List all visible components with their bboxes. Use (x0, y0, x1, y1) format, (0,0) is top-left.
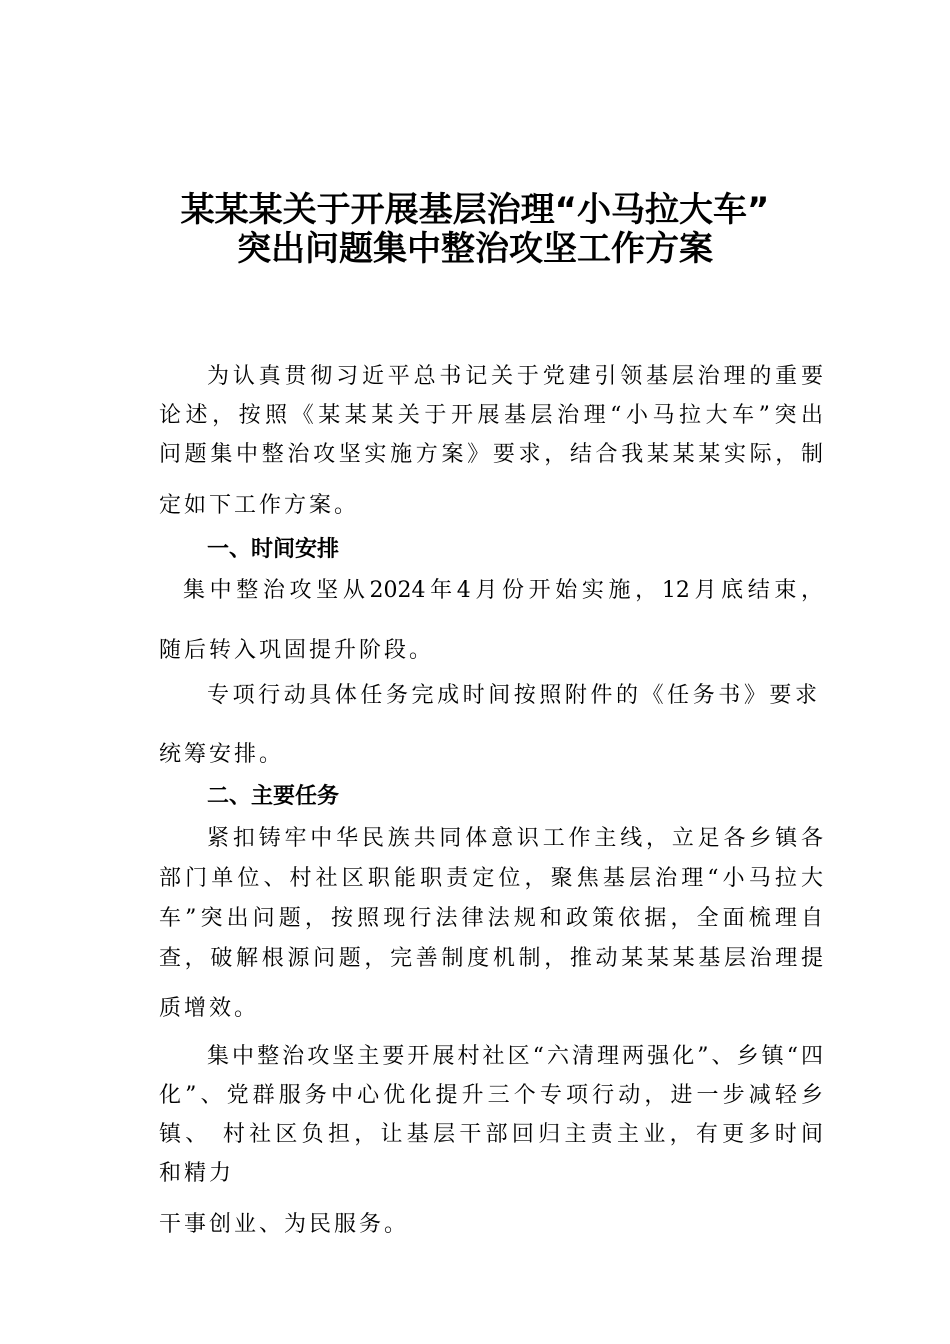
tasks-line: 部门单位、村社区职能职责定位，聚焦基层治理“小马拉大 (159, 866, 823, 891)
tasks-line: 紧扣铸牢中华民族共同体意识工作主线，立足各乡镇各 (207, 826, 823, 851)
document-title-line-2: 突出问题集中整治攻坚工作方案 (237, 229, 713, 269)
section-heading-schedule: 一、时间安排 (207, 537, 340, 562)
schedule-line: 随后转入巩固提升阶段。 (159, 638, 435, 663)
tasks-line: 镇、 村社区负担，让基层干部回归主责主业，有更多时间 (159, 1122, 823, 1147)
tasks-line: 和精力 (159, 1161, 235, 1186)
schedule-line: 集中整治攻坚从2024年4月份开始实施，12月底结束， (183, 578, 823, 603)
intro-line: 论述，按照《某某某关于开展基层治理“小马拉大车”突出 (159, 403, 823, 428)
intro-line: 为认真贯彻习近平总书记关于党建引领基层治理的重要 (207, 364, 823, 389)
intro-line: 定如下工作方案。 (159, 493, 360, 518)
tasks-line: 查，破解根源问题，完善制度机制，推动某某某基层治理提 (159, 946, 823, 971)
tasks-line: 干事创业、为民服务。 (159, 1212, 410, 1237)
document-title-line-1: 某某某关于开展基层治理“小马拉大车” (180, 190, 770, 230)
intro-line: 问题集中整治攻坚实施方案》要求，结合我某某某实际，制 (159, 442, 823, 467)
tasks-line: 化”、党群服务中心优化提升三个专项行动，进一步减轻乡 (159, 1083, 823, 1108)
tasks-line: 车”突出问题，按照现行法律法规和政策依据，全面梳理自 (159, 906, 823, 931)
schedule-line: 专项行动具体任务完成时间按照附件的《任务书》要求 (207, 683, 817, 708)
tasks-line: 集中整治攻坚主要开展村社区“六清理两强化”、乡镇“四 (207, 1044, 823, 1069)
schedule-line: 统筹安排。 (159, 742, 285, 767)
section-heading-tasks: 二、主要任务 (207, 784, 340, 809)
tasks-line: 质增效。 (159, 996, 260, 1021)
